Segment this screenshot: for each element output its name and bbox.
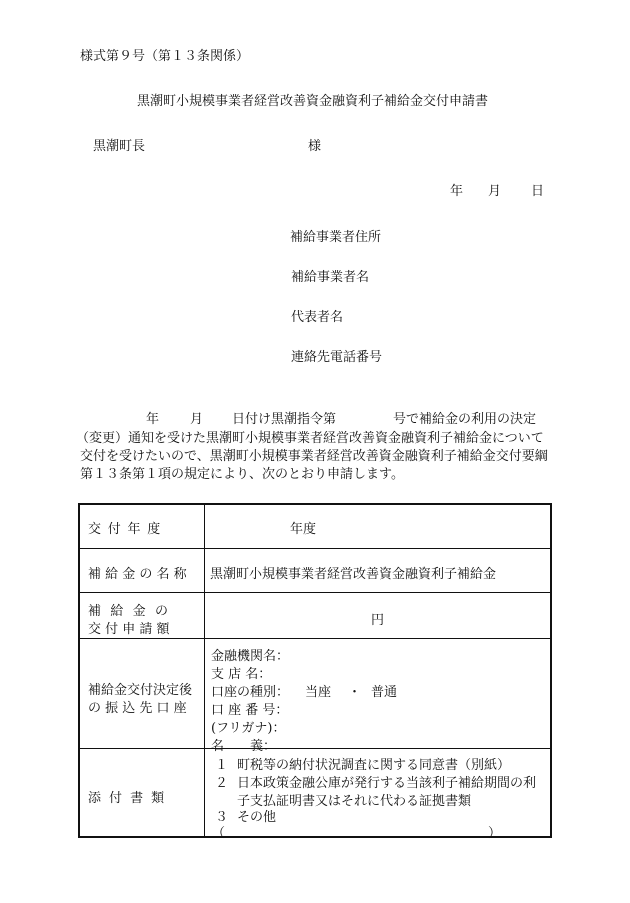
attachment-2-number: ２ bbox=[215, 776, 229, 791]
row-amount-label-2: 交 付 申 請 額 bbox=[88, 622, 170, 637]
account-type-ordinary: 普通 bbox=[371, 685, 398, 700]
account-type-label: 口座の種別： bbox=[211, 685, 290, 700]
applicant-rep-label: 代表者名 bbox=[291, 310, 344, 325]
branch-name-label: 支 店 名： bbox=[211, 667, 272, 682]
account-kana-label: (フリガナ)： bbox=[211, 721, 286, 736]
body-line-4: 第１３条第１項の規定により、次のとおり申請します。 bbox=[80, 467, 404, 482]
body-line-2: （変更）通知を受けた黒潮町小規模事業者経営改善資金融資利子補給金について bbox=[76, 431, 544, 446]
attachment-2-text-b: 子支払証明書又はそれに代わる証拠書類 bbox=[237, 794, 472, 809]
body-year: 年 bbox=[146, 412, 160, 427]
account-type-current: 当座 bbox=[305, 685, 332, 700]
bank-name-label: 金融機関名： bbox=[211, 649, 290, 664]
attachment-1-number: １ bbox=[215, 758, 229, 773]
account-number-label: 口 座 番 号： bbox=[211, 703, 289, 718]
row-account-label-1: 補給金交付決定後 bbox=[88, 683, 193, 698]
body-date-phrase: 日付け黒潮指令第 bbox=[232, 412, 337, 427]
date-day: 日 bbox=[531, 184, 545, 199]
applicant-address-label: 補給事業者住所 bbox=[290, 230, 382, 245]
body-line-3: 交付を受けたいので、黒潮町小規模事業者経営改善資金融資利子補給金交付要綱 bbox=[80, 449, 548, 464]
row-amount-unit: 円 bbox=[371, 613, 385, 628]
date-month: 月 bbox=[488, 184, 502, 199]
row-subsidy-name-value: 黒潮町小規模事業者経営改善資金融資利子補給金 bbox=[210, 567, 497, 582]
body-number-phrase: 号で補給金の利用の決定 bbox=[393, 412, 537, 427]
addressee-honorific: 様 bbox=[308, 139, 322, 154]
row-amount-label-1: 補 給 金 の bbox=[88, 604, 171, 619]
account-type-separator: ・ bbox=[348, 685, 362, 700]
applicant-phone-label: 連絡先電話番号 bbox=[291, 350, 383, 365]
row-account-label-2: の 振 込 先 口 座 bbox=[88, 701, 187, 716]
row-attachments-label: 添 付 書 類 bbox=[88, 791, 167, 806]
attachment-3-text: その他 bbox=[237, 810, 277, 825]
form-number: 様式第９号（第１３条関係） bbox=[80, 49, 250, 64]
addressee-name: 黒潮町長 bbox=[93, 139, 146, 154]
attachment-other-paren-close: ） bbox=[488, 826, 502, 841]
page-title: 黒潮町小規模事業者経営改善資金融資利子補給金交付申請書 bbox=[137, 94, 489, 109]
attachment-1-text: 町税等の納付状況調査に関する同意書（別紙） bbox=[237, 758, 511, 773]
applicant-name-label: 補給事業者名 bbox=[291, 270, 370, 285]
row-fiscal-year-value: 年度 bbox=[290, 522, 317, 537]
attachment-3-number: ３ bbox=[215, 810, 229, 825]
row-fiscal-year-label: 交 付 年 度 bbox=[88, 522, 162, 537]
attachment-2-text-a: 日本政策金融公庫が発行する当該利子補給期間の利 bbox=[237, 776, 537, 791]
account-holder-label: 名 義： bbox=[211, 739, 277, 754]
row-subsidy-name-label: 補 給 金 の 名 称 bbox=[88, 567, 187, 582]
attachment-other-paren-open: （ bbox=[212, 826, 226, 841]
date-year: 年 bbox=[450, 184, 464, 199]
body-month: 月 bbox=[190, 412, 204, 427]
